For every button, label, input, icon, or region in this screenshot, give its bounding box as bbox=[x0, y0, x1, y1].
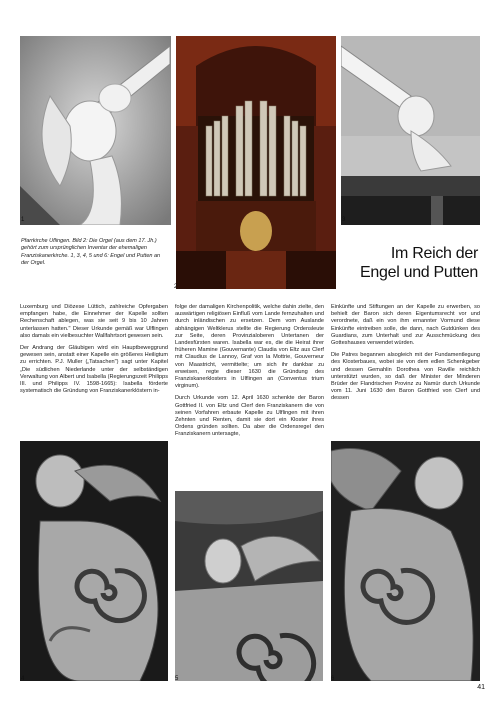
figure-number-3: 3 bbox=[342, 217, 346, 223]
photo-6-putto-scroll bbox=[331, 441, 480, 681]
photo-2-image bbox=[176, 36, 336, 289]
figure-number-4: 4 bbox=[21, 676, 25, 682]
column-2-paragraph: folge der damaligen Kirchenpolitik, welche dahin zielte, den auswärtigen religiösen Einfluß vom Lande fernzuhalten und durch inländischen zu ersetzen. Dem vom Auslande abhängigen Weltklerus stellte die Regierung Ordensleute zur Seite, deren Provinzialoberen Untertanen der Landesfürsten waren. Isabella war es, die die Heirat ihrer früheren Mamine (Gouvernante) Claudia von Eltz aus Clerf mit Claudius de Lannoy, Graf von la Mottrie, Gouverneur von Maastricht, vermittelte; um sich ihr dankbar zu erweisen, regte dieser 1630 die Gründung des Franziskanerklosters in Ulflingen an (Conventus trium virginum). bbox=[175, 304, 324, 390]
figure-number-6: 6 bbox=[331, 676, 335, 682]
photo-2-organ bbox=[176, 36, 336, 289]
figure-number-2: 2 bbox=[174, 284, 178, 290]
text-column-2 bbox=[175, 304, 324, 444]
photo-3-image bbox=[341, 36, 480, 225]
article-title bbox=[338, 244, 478, 282]
photo-4-image bbox=[20, 441, 168, 681]
photo-1-trumpet-angel bbox=[20, 36, 171, 225]
figure-number-5: 5 bbox=[175, 676, 179, 682]
figure-caption: Pfarrkirche Uflingen. Bild 2: Die Orgel (aus dem 17. Jh.) gehört zum ursprünglichen Inventar der ehemaligen Franziskanerkirche. 1, 3, 4, 5 und 6: Engel und Putten an der Orgel. bbox=[21, 238, 161, 266]
text-column-1 bbox=[20, 304, 168, 400]
photo-4-putto-scroll bbox=[20, 441, 168, 681]
column-3-paragraph: Die Patres begannen alsogleich mit der Fundamentlegung des Klosterbaues, wobei sie von dem edlen Schenkgeber und dessen Gemahlin Dorothea von Raville reichlich unterstützt wurden, so daß der Minister der Minderen Brüder der Flandrischen Provinz zu Namür durch Urkunde vom 11. Juni 1630 den Baron Gottfried von Clerf und dessen bbox=[331, 352, 480, 402]
column-2-paragraph: Durch Urkunde vom 12. April 1630 schenkte der Baron Gottfried II. von Eltz und Clerf den Franziskanern die von seinen Vorfahren erbaute Kapelle zu Ulflingen mit ihren Zehnten und Renten, damit sie dort ein Kloster ihres Ordens gründen sollten. Da aber die Ordensregel den Franziskanern untersagte, bbox=[175, 395, 324, 438]
photo-1-image bbox=[20, 36, 171, 225]
text-column-3 bbox=[331, 304, 480, 408]
column-3-paragraph: Einkünfte und Stiftungen an der Kapelle zu erwerben, so behielt der Baron sich deren Eigentumsrecht vor und verordnete, daß ein von ihm ernannter Vormund diese Einkünfte eintreiben solle, die dann, nach Gutdünken des Guardians, zum Unterhalt und zur Ausschmückung des Gotteshauses verwendet würden. bbox=[331, 304, 480, 347]
column-1-paragraph: Luxemburg und Diözese Lüttich, zahlreiche Opfergaben empfangen habe, die Einnehmer der Kapelle sollten Rechenschaft ablegen, was sie seit 9 bis 10 Jahren unterlassen hatten." Dieser Urkunde gemäß war Ulflingen also damals ein vielbesuchter Wallfahrtsort gewesen sein. bbox=[20, 304, 168, 339]
column-1-paragraph: Der Andrang der Gläubigen wird ein Hauptbeweggrund gewesen sein, anstatt einer Kapelle ein größeres Heiligtum zu errichten. P.J. Muller („Tatsachen") sagt unter Kapitel „Die südlichen Niederlande unter der selbständigen Verwaltung von Albert und Isabella (Regierungszeit Philipps III. und Philipps IV. 1598-1665): Isabella förderte systematisch die Gründung von Franziskanerklöstern in- bbox=[20, 345, 168, 395]
page-number: 41 bbox=[477, 684, 485, 691]
photo-5-angel-head-scroll bbox=[175, 491, 323, 681]
photo-3-angel-on-organ bbox=[341, 36, 480, 225]
title-line-1: Im Reich der bbox=[390, 245, 478, 262]
figure-number-1: 1 bbox=[21, 217, 25, 223]
photo-5-image bbox=[175, 491, 323, 681]
photo-6-image bbox=[331, 441, 480, 681]
title-line-2: Engel und Putten bbox=[360, 264, 478, 281]
